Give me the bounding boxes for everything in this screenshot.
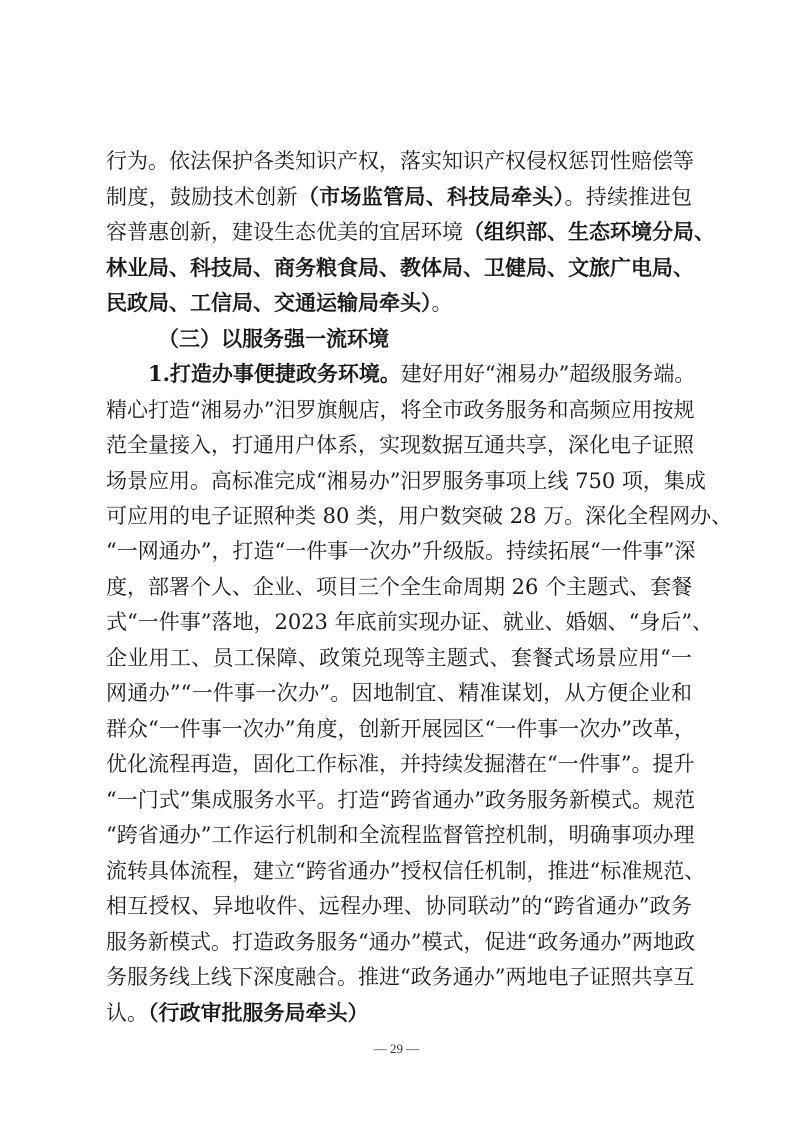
text-segment: 务服务线上线下深度融合。推进“政务通办”两地电子证照共享互 (106, 965, 695, 989)
text-segment: 群众“一件事一次办”角度，创新开展园区“一件事一次办”改革， (106, 717, 695, 741)
text-line (106, 254, 692, 282)
text-segment: 。 (431, 291, 453, 315)
bold-text-segment: （行政审批服务局牵头） (148, 1000, 369, 1025)
text-segment: 容普惠创新，建设生态优美的宜居环境 (106, 220, 463, 244)
text-line (106, 183, 692, 211)
text-segment: “一网通办”，打造“一件事一次办”升级版。持续拓展“一件事”深 (106, 539, 696, 563)
text-line (158, 325, 692, 353)
text-line (106, 396, 695, 424)
bold-text-segment: 1.打造办事便捷政务环境。 (148, 361, 401, 386)
text-segment: 建好用好“湘易办”超级服务端。 (400, 362, 696, 386)
bold-text-segment: 林业局、科技局、商务粮食局、教体局、卫健局、文旅广电局、 (106, 255, 694, 280)
text-segment: 式“一件事”落地，2023 年底前实现办证、就业、婚姻、“身后”、 (106, 610, 714, 634)
text-segment: 。持续推进包 (564, 185, 693, 209)
text-line (148, 360, 696, 388)
text-segment: 网通办”“一件事一次办”。因地制宜、精准谋划，从方便企业和 (106, 681, 692, 705)
text-line (106, 467, 706, 495)
text-line (106, 218, 715, 246)
text-segment: 企业用工、员工保障、政策兑现等主题式、套餐式场景应用“一 (106, 646, 692, 670)
text-line (106, 750, 695, 778)
text-segment: 流转具体流程，建立“跨省通办”授权信任机制，推进“标准规范、 (106, 859, 706, 883)
text-line (106, 147, 692, 175)
text-line (106, 928, 695, 956)
text-segment: 认。 (106, 1001, 148, 1025)
text-segment: “一门式”集成服务水平。打造“跨省通办”政务服务新模式。规范 (106, 788, 695, 812)
text-segment: 制度，鼓励技术创新 (106, 185, 298, 209)
text-segment: 优化流程再造，固化工作标准，并持续发掘潜在“一件事”。提升 (106, 752, 695, 776)
bold-text-segment: 民政局、工信局、交通运输局牵头） (106, 290, 432, 315)
text-segment: 服务新模式。打造政务服务“通办”模式，促进“政务通办”两地政 (106, 930, 695, 954)
text-line (106, 289, 692, 317)
text-line (106, 786, 695, 814)
bold-text-segment: （组织部、生态环境分局、 (463, 219, 715, 244)
text-segment: 行为。依法保护各类知识产权，落实知识产权侵权惩罚性赔偿等 (106, 149, 694, 173)
text-line (106, 608, 714, 636)
text-line (106, 679, 692, 707)
text-line (106, 715, 695, 743)
text-segment: 相互授权、异地收件、远程办理、协同联动”的“跨省通办”政务 (106, 894, 692, 918)
text-segment: 场景应用。高标准完成“湘易办”汨罗服务事项上线 750 项，集成 (106, 469, 706, 493)
text-line (106, 502, 733, 530)
text-line (106, 644, 692, 672)
text-line (106, 857, 706, 885)
text-segment: 可应用的电子证照种类 80 类，用户数突破 28 万。深化全程网办、 (106, 504, 733, 528)
bold-text-segment: （市场监管局、科技局牵头） (297, 184, 565, 209)
text-line (106, 573, 692, 601)
text-segment: “跨省通办”工作运行机制和全流程监督管控机制，明确事项办理 (106, 823, 695, 847)
text-line (106, 821, 695, 849)
text-segment: 范全量接入，打通用户体系，实现数据互通共享，深化电子证照 (106, 433, 694, 457)
text-line (106, 892, 692, 920)
text-line (106, 999, 692, 1027)
text-segment: 度，部署个人、企业、项目三个全生命周期 26 个主题式、套餐 (106, 575, 693, 599)
page-number: — 29 — (373, 1041, 420, 1056)
bold-text-segment: （三）以服务强一流环境 (158, 326, 389, 351)
text-segment: 精心打造“湘易办”汨罗旗舰店，将全市政务服务和高频应用按规 (106, 398, 695, 422)
text-line (106, 431, 692, 459)
text-line (106, 963, 695, 991)
text-line (106, 537, 696, 565)
